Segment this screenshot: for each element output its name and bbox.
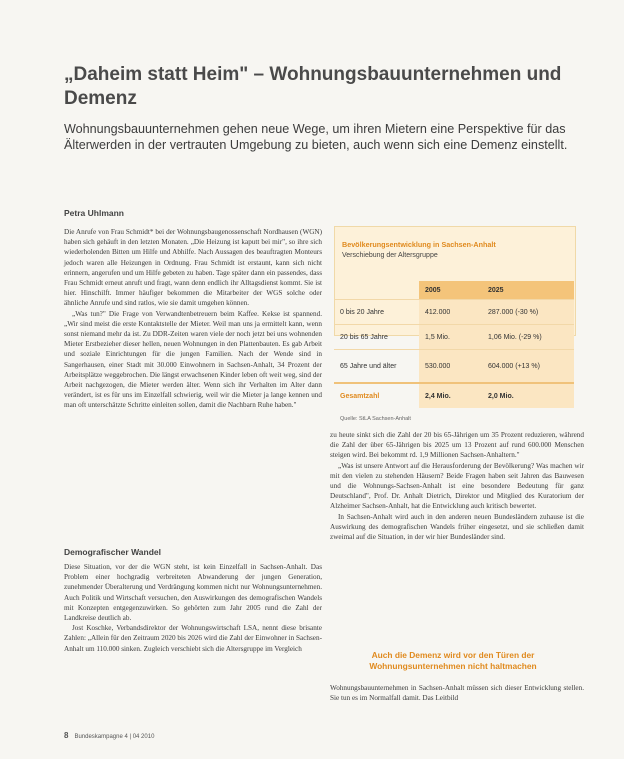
table-row [334, 350, 574, 384]
body-column-left-top [64, 227, 322, 411]
table-header-row [334, 281, 574, 300]
table-source: Quelle: StLA Sachsen-Anhalt [340, 416, 411, 422]
body-column-right [330, 430, 584, 542]
body-column-left-bottom [64, 562, 322, 654]
infobox-subtitle: Verschiebung der Altersgruppe [342, 252, 438, 259]
row-label: 65 Jahre und älter [334, 350, 419, 384]
section-subheading: Demografischer Wandel [64, 547, 161, 557]
publication-name: Bundeskampagne 4 | 04 2010 [74, 734, 155, 740]
value-2025: 1,06 Mio. (-29 %) [482, 325, 574, 350]
table-header-cell: 2025 [482, 281, 574, 300]
table-header-cell [334, 281, 419, 300]
value-2025: 604.000 (+13 %) [482, 350, 574, 384]
value-2025: 2,0 Mio. [482, 383, 574, 408]
table-header-cell: 2005 [419, 281, 482, 300]
value-2005: 412.000 [419, 300, 482, 325]
table-row [334, 300, 574, 325]
value-2005: 1,5 Mio. [419, 325, 482, 350]
table-row [334, 325, 574, 350]
paragraph: Wohnungsbauunternehmen in Sachsen-Anhalt müssen sich dieser Entwicklung stellen. Sie tun es im Normalfall damit. Das Leitbild [330, 684, 584, 703]
article-lead: Wohnungsbauunternehmen gehen neue Wege, um ihren Mietern eine Perspektive für das Älterwerden in der vertrauten Umgebung zu bieten, auch wenn sich eine Demenz einstellt. [64, 122, 568, 152]
paragraph: „Was ist unsere Antwort auf die Herausforderung der Bevölkerung? Was machen wir mit den vielen zu stehenden Häusern? Beide Fragen haben seit Jahren das Bauwesen und die Wohnungs-Sachsen-Anhalt ist eine besondere Bedeutung für ganz Deutschland", Prof. Dr. Anhalt Dietrich, Direktor und Mitglied des Kuratorium der Alzheimer Sachsen-Anhalt, hat die Entwicklung auch kritisch bewertet. [330, 461, 584, 511]
row-label: 0 bis 20 Jahre [334, 300, 419, 325]
row-label: 20 bis 65 Jahre [334, 325, 419, 350]
paragraph: Jost Koschke, Verbandsdirektor der Wohnungswirtschaft LSA, nennt diese brisante Zahlen: „Allein für den Zeitraum 2020 bis 2026 wird die Zahl der Einwohner in Sachsen-Anhalt um 110.000 sinken. Zugleich verschiebt sich die Altersgruppe im Vergleich [64, 624, 322, 653]
paragraph: zu heute sinkt sich die Zahl der 20 bis 65-Jährigen um 35 Prozent reduzieren, während die Zahl der über 65-Jährigen bis 2025 um 13 Prozent auf rund 600.000 Menschen steigen wird. Bei bekommt rd. 1,9 Millionen Sachsen-Anhaltern." [330, 431, 584, 460]
infobox-title: Bevölkerungsentwicklung in Sachsen-Anhalt [342, 240, 496, 249]
paragraph: Diese Situation, vor der die WGN steht, ist kein Einzelfall in Sachsen-Anhalt. Das Problem einer hochgradig verbreiteten Abwanderung der jungen Generation, zunehmender Überalterung und Verdrängung kommen nicht nur Wohnungsunternehmen. Auch Politik und Wirtschaft versuchen, den Auswirkungen des demografischen Wandels mit Konzepten entgegenzuwirken. So gehörten zum Jahr 2005 rund die Zahl der Landkreise deutlich ab. [64, 563, 322, 623]
value-2005: 2,4 Mio. [419, 383, 482, 408]
row-label: Gesamtzahl [334, 383, 419, 408]
author-name: Petra Uhlmann [64, 208, 124, 218]
pull-quote: Auch die Demenz wird vor den Türen der Wohnungsunternehmen nicht haltmachen [369, 650, 537, 671]
page-number: 8 [64, 731, 69, 740]
page-footer [64, 731, 154, 740]
table-total-row [334, 383, 574, 408]
paragraph: In Sachsen-Anhalt wird auch in den anderen neuen Bundesländern zuhause ist die Auswirkung des demografischen Wandels früher eingesetzt, und sie schließen damit zweimal auf die Situation, in der wir hier Bundesländer sind. [330, 512, 584, 542]
value-2005: 530.000 [419, 350, 482, 384]
population-table [334, 281, 574, 408]
value-2025: 287.000 (-30 %) [482, 300, 574, 325]
article-title: „Daheim statt Heim" – Wohnungsbauunternehmen und Demenz [64, 64, 562, 109]
paragraph: „Was tun?" Die Frage von Verwandtenbetreuern beim Kaffee. Kekse ist spannend. „Wir sind meist die erste Kontaktstelle der Mieter. Weil man uns ja ermittelt kann, wenn sonst niemand mehr da ist. Zu DDR-Zeiten waren viele der noch jetzt bei uns wohnenden Mieter Erstbezieher dieser hellen, neuen Wohnungen in den Plattenbauten. Es gab Arbeit und soziale Einrichtungen für die jungen Familien. Nach der Wende sind in Sangerhausen, einer Stadt mit 30.000 Einwohnern in Sachsen-Anhalt, 34 Prozent der Arbeitsplätze weggebrochen. Die längst erwachsenen Kinder leben oft weit weg, sind der Arbeit nachgezogen, die Mieter werden älter. Wenn sich ihr Verhalten im Alter dann verändert, ist es für uns im Einzelfall schwierig, weil wir die Mieter ja lange kennen und man oft unterschätzte Schritte einleiten sollen, damit die Nachbarn Ruhe haben." [64, 309, 322, 410]
body-column-right-bottom [330, 683, 584, 703]
paragraph: Die Anrufe von Frau Schmidt* bei der Wohnungsbaugenossenschaft Nordhausen (WGN) haben sich gehäuft in den letzten Monaten. „Die Heizung ist kaputt bei mir", so ihre sich wiederholenden Bitten um Hilfe und Abhilfe. Nach Aussagen des beauftragten Monteurs jedoch waren alle Heizungen in Ordnung. Frau Schmidt ist erstaunt, kann sich nicht erinnern, angerufen und um Hilfe gebeten zu haben. Tage später dann ein passendes, dass Frau Schmidt erneut anruft und fragt, wann denn endlich ihr Alltagsdienst kommt. Sie ist hier. Hinschilft. Immer häufiger bekommen die Mitarbeiter der WGS solche oder ähnliche Anrufe und sind ratlos, wie sie damit umgehen können. [64, 228, 322, 308]
